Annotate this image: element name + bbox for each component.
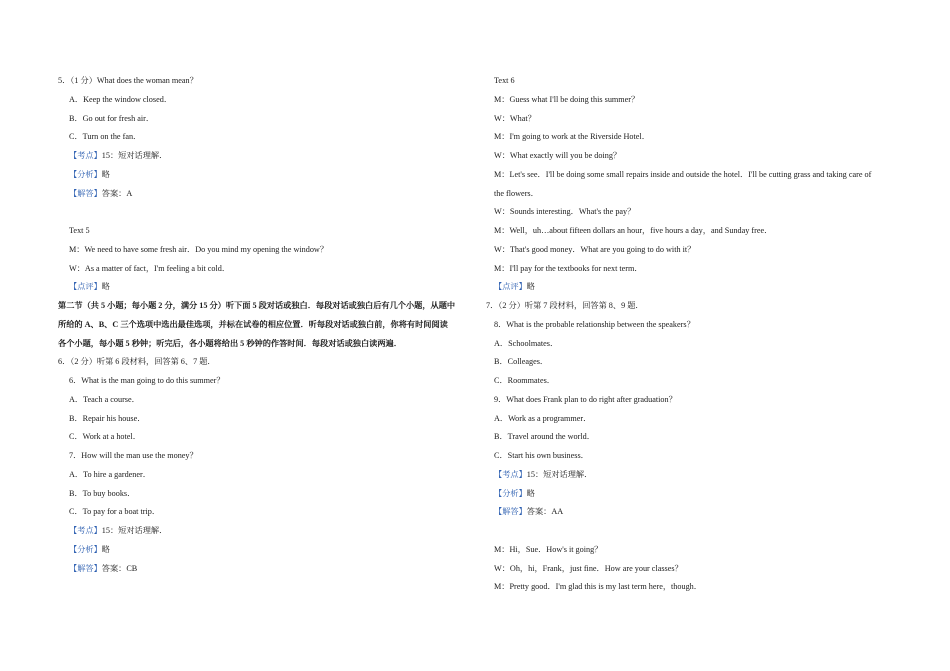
text-line <box>58 185 478 204</box>
blank-line <box>486 522 906 541</box>
blank-line <box>58 203 478 222</box>
line-text: W：Sounds interesting．What's the pay？ <box>494 207 636 217</box>
line-text: 8．What is the probable relationship between the speakers？ <box>494 319 695 329</box>
text-line <box>486 147 906 166</box>
line-text: M：Pretty good．I'm glad this is my last term here，though． <box>494 582 702 592</box>
line-text: 略 <box>526 488 535 498</box>
text-line <box>486 260 906 279</box>
line-text: W：What？ <box>494 113 536 123</box>
line-text: M：Guess what I'll be doing this summer？ <box>494 94 640 104</box>
text-line <box>58 522 478 541</box>
line-text: M：I'll pay for the textbooks for next term． <box>494 263 643 273</box>
text-line <box>486 578 906 597</box>
line-text: Text 6 <box>494 76 515 85</box>
text-line <box>58 110 478 129</box>
line-text: W：As a matter of fact，I'm feeling a bit cold． <box>69 263 231 273</box>
line-text: A．Teach a course． <box>69 394 140 404</box>
text-line <box>58 278 478 297</box>
text-line <box>58 147 478 166</box>
text-line <box>486 560 906 579</box>
text-line <box>486 72 906 91</box>
line-text: 6．What is the man going to do this summer？ <box>69 376 225 385</box>
line-text: 6．（2 分）听第 6 段材料，回答第 6、7 题． <box>58 357 216 367</box>
text-line <box>58 372 478 391</box>
line-text: 略 <box>526 282 535 292</box>
line-text: the flowers． <box>494 188 539 198</box>
text-line <box>486 335 906 354</box>
line-text: A．Work as a programmer． <box>494 413 592 423</box>
line-text: M：I'm going to work at the Riverside Hotel． <box>494 132 650 142</box>
text-line <box>58 128 478 147</box>
line-text: C．Turn on the fan． <box>69 132 142 142</box>
line-text: 15：短对话理解． <box>526 469 593 479</box>
text-line <box>486 372 906 391</box>
text-line <box>486 541 906 560</box>
text-line <box>58 241 478 260</box>
text-line <box>58 316 478 335</box>
text-line <box>486 110 906 129</box>
text-line <box>486 447 906 466</box>
line-text: B．Go out for fresh air． <box>69 113 155 123</box>
line-text: 15：短对话理解． <box>101 526 168 535</box>
text-line <box>58 503 478 522</box>
line-text: 答案：AA <box>526 507 564 517</box>
text-line <box>486 203 906 222</box>
text-line <box>486 166 906 185</box>
text-line <box>486 241 906 260</box>
line-text: 所给的 A、B、C 三个选项中选出最佳选项，并标在试卷的相应位置．听每段对话或独白前，你将有时间阅读 <box>58 319 448 329</box>
line-text: 7．（2 分）听第 7 段材料，回答第 8、9 题． <box>486 301 644 310</box>
text-line <box>486 428 906 447</box>
line-text: C．Work at a hotel． <box>69 432 141 442</box>
text-line <box>58 222 478 241</box>
text-line <box>486 485 906 504</box>
text-line <box>486 278 906 297</box>
line-text: W：That's good money．What are you going to do with it？ <box>494 244 696 254</box>
text-line <box>486 503 906 522</box>
left-column <box>58 72 478 578</box>
section-tag: 【考点】 <box>69 526 102 535</box>
text-line <box>58 391 478 410</box>
text-line <box>486 353 906 372</box>
line-text: W：Oh，hi，Frank，just fine．How are your classes？ <box>494 563 683 573</box>
line-text: C．To pay for a boat trip． <box>69 507 161 517</box>
text-line <box>58 91 478 110</box>
text-line <box>486 185 906 204</box>
line-text: A．Keep the window closed． <box>69 94 173 104</box>
line-text: 略 <box>101 544 110 554</box>
section-tag: 【解答】 <box>69 563 102 573</box>
line-text: M：We need to have some fresh air．Do you mind my opening the window？ <box>69 244 329 254</box>
line-text: 7．How will the man use the money？ <box>69 451 198 460</box>
line-text: C．Roommates． <box>494 376 555 385</box>
text-line <box>58 447 478 466</box>
line-text: W：What exactly will you be doing？ <box>494 151 622 160</box>
section-tag: 【考点】 <box>494 469 527 479</box>
section-tag: 【点评】 <box>494 282 527 292</box>
text-line <box>58 428 478 447</box>
text-line <box>486 391 906 410</box>
line-text: 答案：CB <box>101 563 138 573</box>
line-text: Text 5 <box>69 226 90 235</box>
text-line <box>58 335 478 354</box>
right-column <box>486 72 906 597</box>
line-text: M：Well，uh…about fifteen dollars an hour，five hours a day，and Sunday free． <box>494 226 773 235</box>
section-tag: 【解答】 <box>494 507 527 517</box>
line-text: 15：短对话理解． <box>101 151 168 160</box>
line-text: 9．What does Frank plan to do right after graduation？ <box>494 394 677 404</box>
line-text: A．Schoolmates． <box>494 338 559 348</box>
line-text: B．To buy books． <box>69 488 136 498</box>
text-line <box>486 466 906 485</box>
text-line <box>486 297 906 316</box>
section-tag: 【考点】 <box>69 151 102 160</box>
section-tag: 【分析】 <box>494 488 527 498</box>
line-text: B．Repair his house． <box>69 413 146 423</box>
line-text: A．To hire a gardener． <box>69 469 151 479</box>
line-text: 第二节（共 5 小题；每小题 2 分，满分 15 分）听下面 5 段对话或独白．每段对话或独白后有几个小题，从题中 <box>58 301 456 310</box>
section-tag: 【分析】 <box>69 544 102 554</box>
line-text: 略 <box>101 282 110 292</box>
text-line <box>486 91 906 110</box>
text-line <box>58 72 478 91</box>
line-text: B．Colleages． <box>494 357 549 367</box>
text-line <box>58 466 478 485</box>
text-line <box>58 410 478 429</box>
line-text: M：Let's see．I'll be doing some small repairs inside and outside the hotel．I'll be cutting grass and taking care of <box>494 169 872 179</box>
text-line <box>58 485 478 504</box>
text-line <box>486 222 906 241</box>
text-line <box>486 410 906 429</box>
line-text: 5．（1 分）What does the woman mean？ <box>58 76 198 85</box>
text-line <box>486 128 906 147</box>
line-text: 答案：A <box>101 188 133 198</box>
section-tag: 【分析】 <box>69 169 102 179</box>
text-line <box>58 260 478 279</box>
line-text: 略 <box>101 169 110 179</box>
text-line <box>58 353 478 372</box>
line-text: M：Hi，Sue．How's it going？ <box>494 544 603 554</box>
text-line <box>486 316 906 335</box>
text-line <box>58 297 478 316</box>
text-line <box>58 541 478 560</box>
line-text: C．Start his own business． <box>494 451 589 460</box>
text-line <box>58 560 478 579</box>
section-tag: 【点评】 <box>69 282 102 292</box>
text-line <box>58 166 478 185</box>
line-text: 各个小题，每小题 5 秒钟；听完后，各小题将给出 5 秒钟的作答时间．每段对话或独白读两遍． <box>58 338 402 348</box>
line-text: B．Travel around the world． <box>494 432 595 442</box>
section-tag: 【解答】 <box>69 188 102 198</box>
